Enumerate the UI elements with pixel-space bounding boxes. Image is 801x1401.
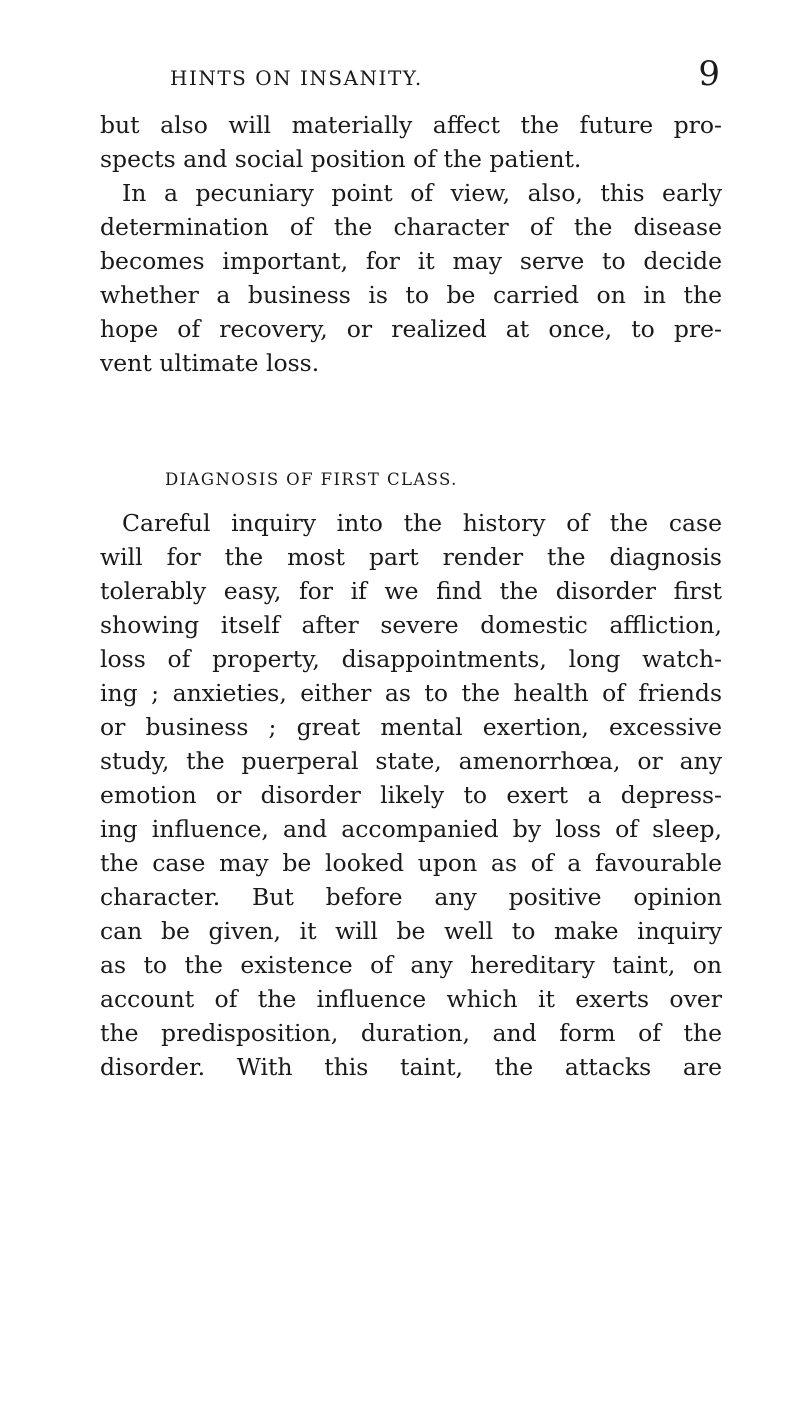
text-line: disorder. With this taint, the attacks are: [100, 1053, 722, 1081]
text-line: but also will materially affect the future pro-: [100, 111, 722, 139]
text-line: the case may be looked upon as of a favourable: [100, 849, 722, 877]
text-line: hope of recovery, or realized at once, to pre-: [100, 315, 722, 343]
text-line: will for the most part render the diagnosis: [100, 543, 722, 571]
text-line: spects and social position of the patient.: [100, 145, 582, 173]
text-line: character. But before any positive opinion: [100, 883, 722, 911]
text-line: or business ; great mental exertion, excessive: [100, 713, 722, 741]
paragraph: [100, 108, 722, 176]
paragraph: [100, 506, 722, 1084]
text-line: Careful inquiry into the history of the case: [122, 509, 722, 537]
text-line: as to the existence of any hereditary taint, on: [100, 951, 722, 979]
text-line: can be given, it will be well to make inquiry: [100, 917, 722, 945]
page-number: 9: [698, 54, 720, 94]
text-line: study, the puerperal state, amenorrhœa, or any: [100, 747, 722, 775]
text-line: ing influence, and accompanied by loss of sleep,: [100, 815, 722, 843]
text-line: loss of property, disappointments, long watch-: [100, 645, 722, 673]
running-head: [100, 54, 720, 94]
section-heading: DIAGNOSIS OF FIRST CLASS.: [165, 470, 458, 489]
text-line: determination of the character of the disease: [100, 213, 722, 241]
body-text-top: [100, 108, 722, 380]
text-line: becomes important, for it may serve to decide: [100, 247, 722, 275]
running-title: HINTS ON INSANITY.: [170, 66, 423, 90]
text-line: showing itself after severe domestic affliction,: [100, 611, 722, 639]
text-line: In a pecuniary point of view, also, this early: [122, 179, 722, 207]
text-line: ing ; anxieties, either as to the health of friends: [100, 679, 722, 707]
text-line: the predisposition, duration, and form of the: [100, 1019, 722, 1047]
text-line: tolerably easy, for if we find the disorder first: [100, 577, 722, 605]
text-line: vent ultimate loss.: [100, 349, 320, 377]
body-text-bottom: [100, 506, 722, 1084]
text-line: whether a business is to be carried on in the: [100, 281, 722, 309]
text-line: emotion or disorder likely to exert a depress-: [100, 781, 722, 809]
paragraph: [100, 176, 722, 380]
text-line: account of the influence which it exerts over: [100, 985, 722, 1013]
